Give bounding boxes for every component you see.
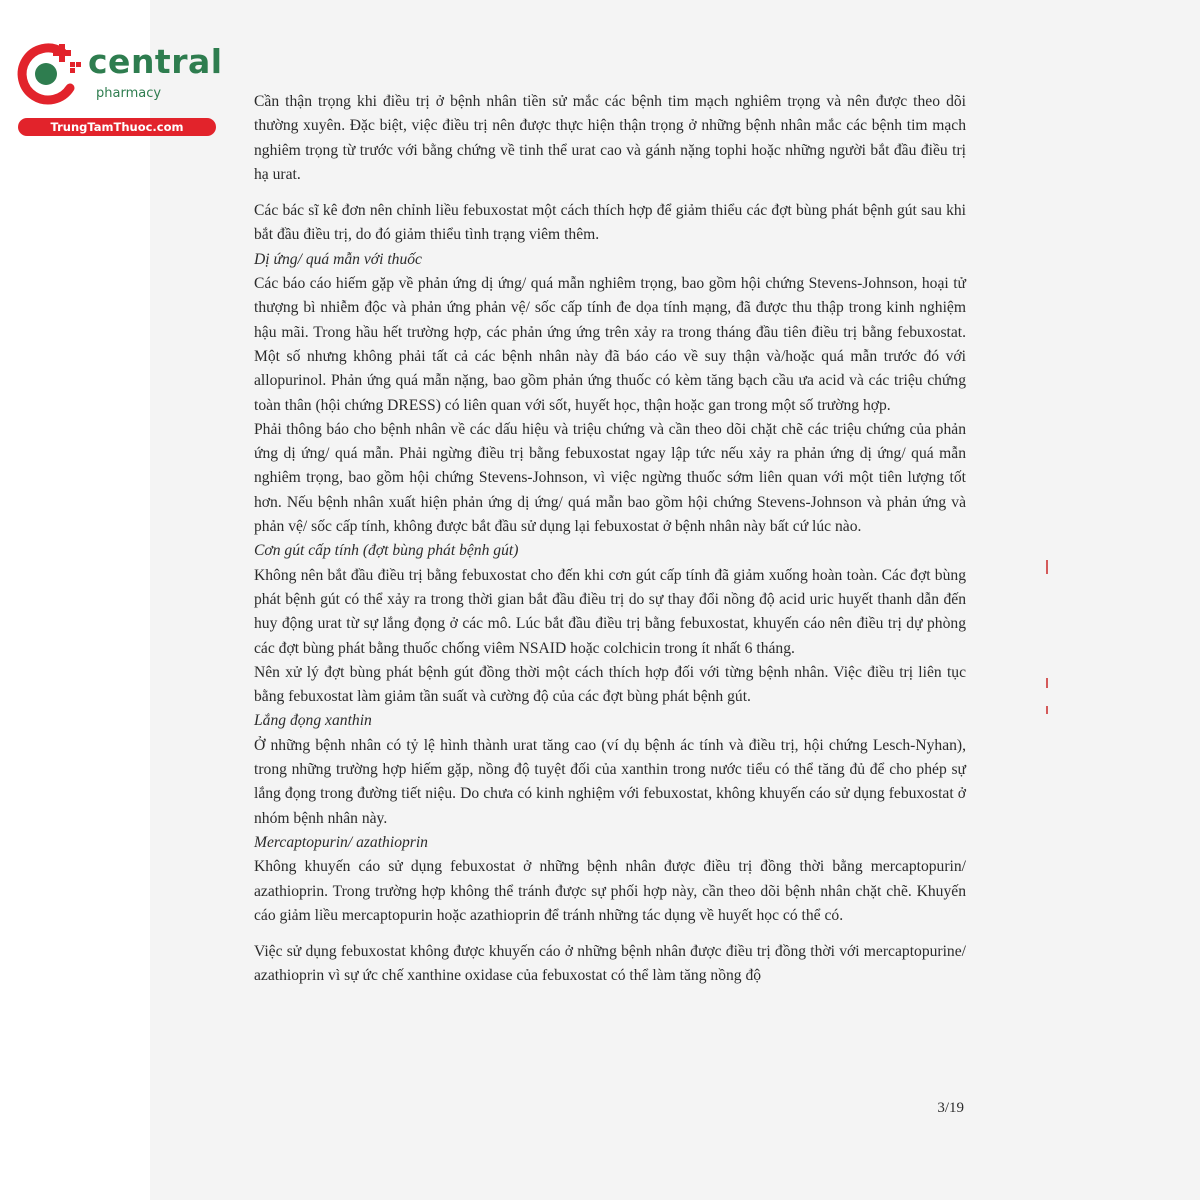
scan-edge-mark [1046,678,1048,688]
section-heading: Mercaptopurin/ azathioprin [254,833,428,851]
logo-brand-subtitle: pharmacy [96,86,162,101]
scan-edge-mark [1046,706,1048,714]
paragraph: Các báo cáo hiếm gặp về phản ứng dị ứng/ quá mẫn nghiêm trọng, bao gồm hội chứng Stevens-Johnson, hoại tử thượng bì nhiễm độc và phản ứng phản vệ/ sốc cấp tính đe dọa tính mạng, đã được thu thập trong kinh nghiệm hậu mãi. Trong hầu hết trường hợp, các phản ứng ứng trên xảy ra trong tháng đầu tiên điều trị bằng febuxostat. Một số nhưng không phải tất cả các bệnh nhân này đã báo cáo về suy thận và/hoặc quá mẫn trước đó với allopurinol. Phản ứng quá mẫn nặng, bao gồm phản ứng thuốc có kèm tăng bạch cầu ưa acid và các triệu chứng toàn thân (hội chứng DRESS) có liên quan với sốt, huyết học, thận hoặc gan trong một số trường hợp. [254,275,966,414]
left-margin [0,0,150,1200]
section-heading: Cơn gút cấp tính (đợt bùng phát bệnh gút) [254,542,519,560]
section-heading: Dị ứng/ quá mẫn với thuốc [254,250,422,268]
paragraph: Không khuyến cáo sử dụng febuxostat ở những bệnh nhân được điều trị đồng thời bằng mercaptopurin/ azathioprin. Trong trường hợp không thể tránh được sự phối hợp này, cần theo dõi bệnh nhân chặt chẽ. Khuyến cáo giảm liều mercaptopurin hoặc azathioprin để tránh những tác dụng về huyết học có thể có. [254,858,966,924]
document-body [254,90,966,989]
paragraph: Ở những bệnh nhân có tỷ lệ hình thành urat tăng cao (ví dụ bệnh ác tính và điều trị, hội chứng Lesch-Nyhan), trong những trường hợp hiếm gặp, nồng độ tuyệt đối của xanthin trong nước tiểu có thể tăng đủ để cho phép sự lắng đọng trong đường tiết niệu. Do chưa có kinh nghiệm với febuxostat, không khuyến cáo sử dụng febuxostat ở nhóm bệnh nhân này. [254,736,966,827]
paragraph: Việc sử dụng febuxostat không được khuyến cáo ở những bệnh nhân được điều trị đồng thời với mercaptopurine/ azathioprin vì sự ức chế xanthine oxidase của febuxostat có thể làm tăng nồng độ [254,943,966,985]
paragraph: Cần thận trọng khi điều trị ở bệnh nhân tiền sử mắc các bệnh tim mạch nghiêm trọng và nên được theo dõi thường xuyên. Đặc biệt, việc điều trị nên được thực hiện thận trọng ở những bệnh nhân mắc các bệnh tim mạch nghiêm trọng từ trước với bằng chứng về tinh thể urat cao và gánh nặng tophi hoặc những người bắt đầu điều trị hạ urat. [254,93,966,183]
logo-brand-name: central [88,42,223,81]
page-number: 3/19 [937,1100,964,1116]
paragraph: Nên xử lý đợt bùng phát bệnh gút đồng thời một cách thích hợp đối với từng bệnh nhân. Việc điều trị liên tục bằng febuxostat làm giảm tần suất và cường độ của các đợt bùng phát bệnh gút. [254,663,966,706]
central-pharmacy-cross-logo-icon [12,36,84,108]
central-pharmacy-logo [8,32,223,140]
paragraph: Không nên bắt đầu điều trị bằng febuxostat cho đến khi cơn gút cấp tính đã giảm xuống hoàn toàn. Các đợt bùng phát bệnh gút có thể xảy ra trong thời gian bắt đầu điều trị do sự thay đổi nồng độ acid uric huyết thanh dẫn đến huy động urat từ sự lắng đọng ở các mô. Lúc bắt đầu điều trị bằng febuxostat, khuyến cáo nên điều trị dự phòng các đợt bùng phát bằng thuốc chống viêm NSAID hoặc colchicin trong ít nhất 6 tháng. [254,566,966,657]
scan-edge-mark [1046,560,1048,574]
section-heading: Lắng đọng xanthin [254,712,372,730]
logo-website: TrungTamThuoc.com [18,118,216,136]
paragraph: Các bác sĩ kê đơn nên chỉnh liều febuxostat một cách thích hợp để giảm thiểu các đợt bùng phát bệnh gút sau khi bắt đầu điều trị, do đó giảm thiểu tình trạng viêm thêm. [254,202,966,244]
paragraph: Phải thông báo cho bệnh nhân về các dấu hiệu và triệu chứng và cần theo dõi chặt chẽ các triệu chứng của phản ứng dị ứng/ quá mẫn. Phải ngừng điều trị bằng febuxostat ngay lập tức nếu xảy ra phản ứng dị ứng/ quá mẫn nghiêm trọng, bao gồm hội chứng Stevens-Johnson, vì việc ngừng thuốc sớm liên quan với một tiên lượng tốt hơn. Nếu bệnh nhân xuất hiện phản ứng dị ứng/ quá mẫn bao gồm hội chứng Stevens-Johnson và phản ứng và phản vệ/ sốc cấp tính, không được bắt đầu sử dụng lại febuxostat ở bệnh nhân này bất cứ lúc nào. [254,420,966,536]
